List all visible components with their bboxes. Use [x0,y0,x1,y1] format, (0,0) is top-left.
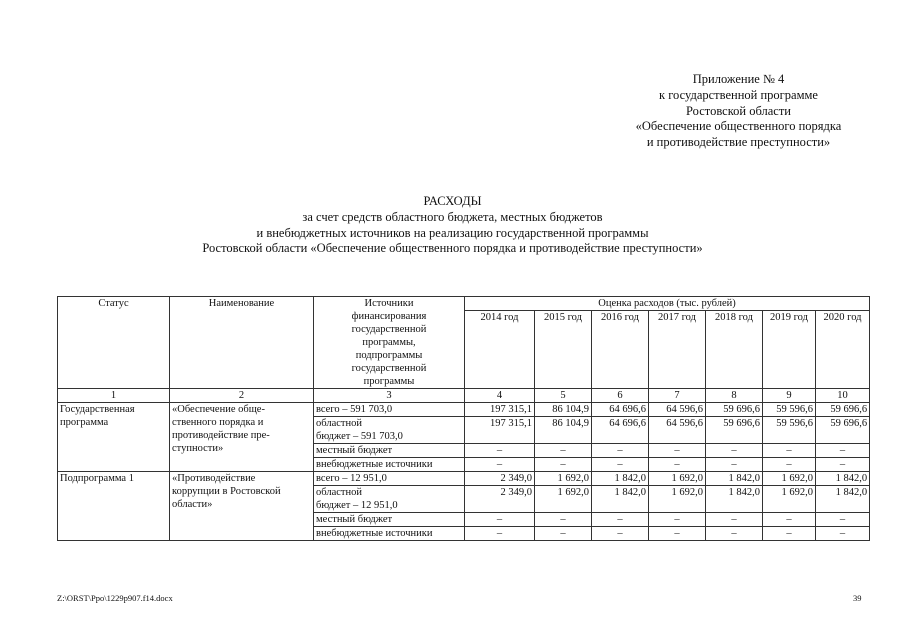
value-cell: – [763,458,816,472]
value-cell: 197 315,1 [465,417,535,444]
table-row [58,403,870,417]
value-cell: 1 692,0 [763,472,816,486]
header-source-line: финансирования [351,311,427,322]
name-line: «Противодействие [172,473,256,484]
source-line: областной [316,418,362,429]
value-cell: 1 842,0 [592,486,649,513]
source-cell: местный бюджет [314,513,465,527]
value-cell: 59 696,6 [706,403,763,417]
heading-line: и внебюджетных источников на реализацию государственной программы [256,225,649,240]
value-cell: 2 349,0 [465,486,535,513]
source-cell: всего – 591 703,0 [314,403,465,417]
source-cell: местный бюджет [314,444,465,458]
value-cell: 1 692,0 [535,486,592,513]
name-line: ственного порядка и [172,417,264,428]
column-number: 3 [314,389,465,403]
column-number: 9 [763,389,816,403]
value-cell: – [592,527,649,541]
header-source-line: государственной [351,324,427,335]
value-cell: – [465,513,535,527]
header-source-line: Источники [364,298,414,309]
value-cell: 1 692,0 [649,472,706,486]
header-source-line: государственной [351,363,427,374]
value-cell: 59 696,6 [706,417,763,444]
value-cell: – [592,458,649,472]
value-cell: 1 842,0 [816,486,870,513]
header-status: Статус [58,297,170,389]
header-source-line: программы, [362,337,416,348]
footer-file-path: Z:\ORST\Ppo\1229p907.f14.docx [57,593,173,603]
year-cell: 2015 год [535,311,592,389]
column-number: 6 [592,389,649,403]
value-cell: – [816,527,870,541]
value-cell: – [706,444,763,458]
column-number: 1 [58,389,170,403]
name-line: коррупции в Ростовской [172,486,281,497]
column-number-row [58,389,870,403]
value-cell: – [465,444,535,458]
source-line: бюджет – 591 703,0 [316,431,403,442]
column-number: 2 [170,389,314,403]
value-cell: – [763,527,816,541]
value-cell: 64 596,6 [649,417,706,444]
appendix-line: Ростовской области [686,103,791,118]
value-cell: 59 596,6 [763,417,816,444]
value-cell: – [706,458,763,472]
value-cell: – [649,527,706,541]
source-line: бюджет – 12 951,0 [316,500,398,511]
column-number: 5 [535,389,592,403]
year-cell: 2014 год [465,311,535,389]
value-cell: – [706,527,763,541]
value-cell: 59 596,6 [763,403,816,417]
source-line: областной [316,487,362,498]
year-cell: 2020 год [816,311,870,389]
year-cell: 2017 год [649,311,706,389]
column-number: 7 [649,389,706,403]
value-cell: 64 596,6 [649,403,706,417]
value-cell: – [592,444,649,458]
header-source-line: программы [363,376,415,387]
appendix-line: Приложение № 4 [692,72,785,86]
value-cell: 86 104,9 [535,417,592,444]
value-cell: – [535,458,592,472]
appendix-line: «Обеспечение общественного порядка [635,119,842,134]
value-cell: – [816,458,870,472]
source-cell [314,417,465,444]
name-line: противодействие пре- [172,430,270,441]
header-estimate: Оценка расходов (тыс. рублей) [465,297,870,311]
status-cell [58,403,170,472]
value-cell: – [535,444,592,458]
value-cell: – [763,513,816,527]
column-number: 4 [465,389,535,403]
value-cell: – [649,513,706,527]
value-cell: 64 696,6 [592,403,649,417]
heading-title: РАСХОДЫ [423,194,482,208]
header-name: Наименование [170,297,314,389]
value-cell: – [816,513,870,527]
source-cell: внебюджетные источники [314,458,465,472]
appendix-note [600,72,877,151]
expenses-table [57,296,870,541]
value-cell: – [649,458,706,472]
status-cell [58,472,170,541]
year-cell: 2019 год [763,311,816,389]
source-cell [314,486,465,513]
name-line: ступности» [172,443,224,454]
value-cell: 64 696,6 [592,417,649,444]
value-cell: 1 842,0 [706,472,763,486]
status-line: Государственная [60,404,135,415]
name-cell [170,403,314,472]
value-cell: 1 692,0 [649,486,706,513]
value-cell: 59 696,6 [816,417,870,444]
header-source-line: подпрограммы [355,350,423,361]
appendix-line: и противодействие преступности» [646,135,831,150]
heading-line: за счет средств областного бюджета, местных бюджетов [302,209,603,224]
value-cell: 1 842,0 [816,472,870,486]
value-cell: 1 692,0 [763,486,816,513]
source-cell: всего – 12 951,0 [314,472,465,486]
status-line: программа [60,417,109,428]
value-cell: – [465,458,535,472]
header-row [58,297,870,311]
value-cell: 197 315,1 [465,403,535,417]
value-cell: – [465,527,535,541]
value-cell: 86 104,9 [535,403,592,417]
name-line: «Обеспечение обще- [172,404,265,415]
value-cell: 1 692,0 [535,472,592,486]
name-cell [170,472,314,541]
value-cell: – [649,444,706,458]
value-cell: – [816,444,870,458]
column-number: 10 [816,389,870,403]
source-cell: внебюджетные источники [314,527,465,541]
table-row [58,472,870,486]
value-cell: – [706,513,763,527]
value-cell: – [535,527,592,541]
status-line: Подпрограмма 1 [60,473,134,484]
appendix-line: к государственной программе [659,87,818,102]
value-cell: 1 842,0 [706,486,763,513]
year-cell: 2018 год [706,311,763,389]
name-line: области» [172,499,213,510]
value-cell: 1 842,0 [592,472,649,486]
year-cell: 2016 год [592,311,649,389]
value-cell: 59 696,6 [816,403,870,417]
value-cell: – [592,513,649,527]
heading-line: Ростовской области «Обеспечение общественного порядка и противодействие преступности» [202,241,703,256]
value-cell: 2 349,0 [465,472,535,486]
header-source [314,297,465,389]
column-number: 8 [706,389,763,403]
document-heading [0,194,905,257]
value-cell: – [535,513,592,527]
page-number: 39 [853,593,862,603]
value-cell: – [763,444,816,458]
